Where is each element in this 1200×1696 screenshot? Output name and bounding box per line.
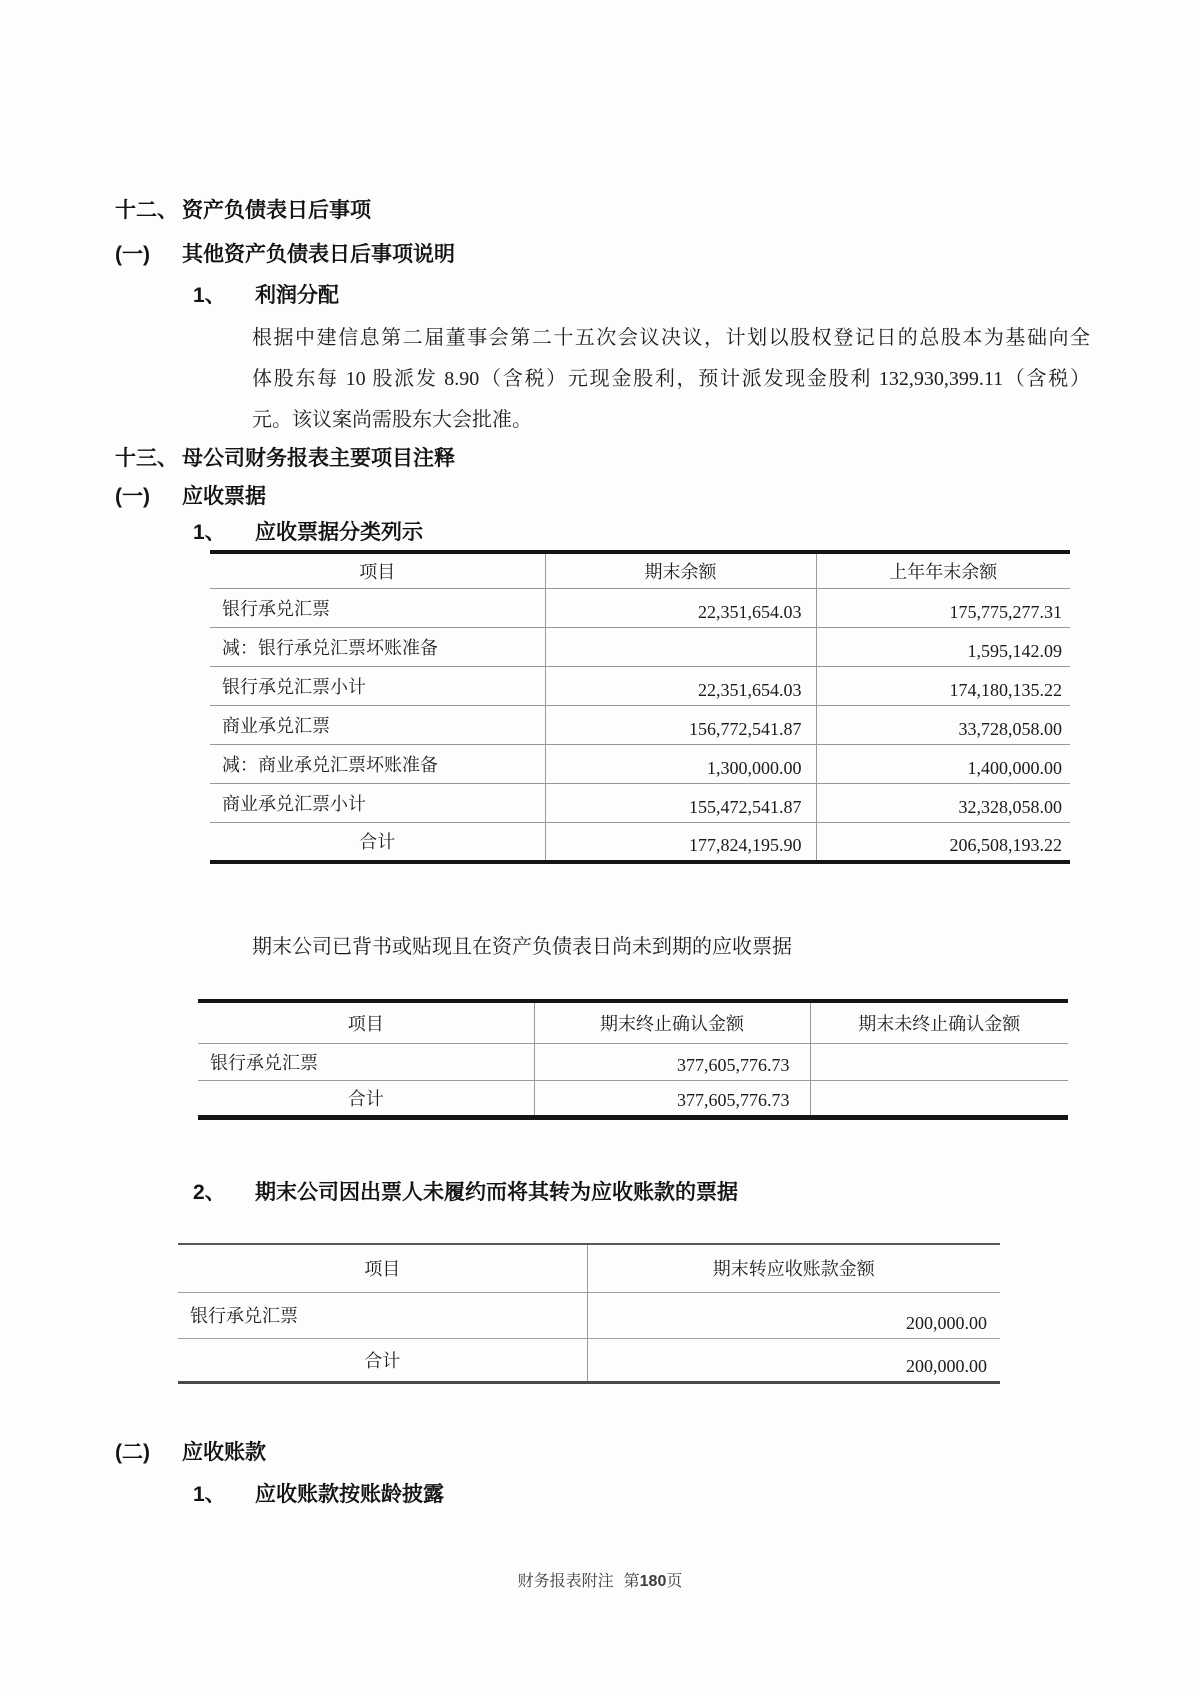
section-number: 1、 (193, 284, 226, 307)
cell-prior-balance: 175,775,277.31 (816, 588, 1070, 627)
page-number-prefix: 第 (623, 1573, 640, 1590)
cell-ending-balance: 1,300,000.00 (545, 744, 816, 783)
notes-classification-table (210, 550, 1070, 864)
section-number: 十三、 (115, 447, 178, 470)
page-number-suffix: 页 (666, 1573, 683, 1590)
table-row (210, 705, 1070, 744)
heading-accounts-receivable (115, 1438, 266, 1468)
section-title: 其他资产负债表日后事项说明 (182, 243, 455, 266)
heading-section-13 (115, 444, 455, 474)
cell-prior-balance: 33,728,058.00 (816, 705, 1070, 744)
cell-ending-balance: 156,772,541.87 (545, 705, 816, 744)
transferred-notes-table (178, 1243, 1000, 1384)
paragraph-line: 体股东每 10 股派发 8.90（含税）元现金股利，预计派发现金股利 132,930,399.11（含税） (252, 368, 1090, 390)
heading-section-12-1 (115, 240, 455, 270)
heading-section-12 (115, 196, 371, 226)
table-row (210, 588, 1070, 627)
cell-item: 减：商业承兑汇票坏账准备 (210, 744, 545, 783)
cell-ending-balance: 22,351,654.03 (545, 666, 816, 705)
table-total-row (198, 1080, 1068, 1117)
section-number: (一) (115, 243, 150, 266)
heading-profit-distribution (193, 281, 339, 311)
column-header: 项目 (178, 1244, 587, 1292)
cell-not-derecognized-amount (810, 1080, 1068, 1117)
table-row (210, 744, 1070, 783)
section-title: 母公司财务报表主要项目注释 (182, 447, 455, 470)
page-footer (0, 1570, 1200, 1594)
section-title: 应收票据分类列示 (255, 521, 423, 544)
section-title: 资产负债表日后事项 (182, 199, 371, 222)
cell-item: 商业承兑汇票 (210, 705, 545, 744)
endorsed-notes-caption: 期末公司已背书或贴现且在资产负债表日尚未到期的应收票据 (252, 936, 792, 958)
section-number: 2、 (193, 1181, 226, 1204)
section-number: 十二、 (115, 199, 178, 222)
cell-item: 银行承兑汇票 (178, 1292, 587, 1338)
heading-ar-aging (193, 1480, 444, 1510)
table-row (210, 783, 1070, 822)
heading-notes-classification (193, 518, 423, 548)
column-header: 项目 (210, 552, 545, 588)
page-number: 180 (639, 1573, 667, 1590)
cell-prior-balance: 1,595,142.09 (816, 627, 1070, 666)
endorsed-notes-table (198, 999, 1068, 1120)
cell-item: 银行承兑汇票小计 (210, 666, 545, 705)
cell-derecognized-amount: 377,605,776.73 (534, 1043, 810, 1080)
column-header: 上年年末余额 (816, 552, 1070, 588)
cell-prior-balance: 174,180,135.22 (816, 666, 1070, 705)
table-header-row (210, 552, 1070, 588)
table-row (210, 666, 1070, 705)
table-header-row (198, 1001, 1068, 1043)
cell-derecognized-amount: 377,605,776.73 (534, 1080, 810, 1117)
column-header: 项目 (198, 1001, 534, 1043)
cell-ending-balance: 155,472,541.87 (545, 783, 816, 822)
heading-notes-receivable (115, 482, 266, 512)
heading-transferred-notes (193, 1178, 738, 1208)
paragraph-line: 元。该议案尚需股东大会批准。 (252, 409, 532, 431)
cell-item: 商业承兑汇票小计 (210, 783, 545, 822)
cell-item: 减：银行承兑汇票坏账准备 (210, 627, 545, 666)
table-total-row (178, 1338, 1000, 1382)
section-title: 利润分配 (255, 284, 339, 307)
cell-total-label: 合计 (198, 1080, 534, 1117)
table-header-row (178, 1244, 1000, 1292)
cell-ending-balance: 177,824,195.90 (545, 822, 816, 862)
cell-ending-balance (545, 627, 816, 666)
section-number: (二) (115, 1441, 150, 1464)
cell-ending-balance: 22,351,654.03 (545, 588, 816, 627)
profit-distribution-paragraph (252, 318, 1090, 441)
cell-transferred-amount: 200,000.00 (587, 1292, 1000, 1338)
section-number: 1、 (193, 521, 226, 544)
paragraph-line: 根据中建信息第二届董事会第二十五次会议决议，计划以股权登记日的总股本为基础向全 (252, 327, 1090, 349)
section-title: 期末公司因出票人未履约而将其转为应收账款的票据 (255, 1181, 738, 1204)
section-title: 应收票据 (182, 485, 266, 508)
column-header: 期末余额 (545, 552, 816, 588)
cell-total-label: 合计 (178, 1338, 587, 1382)
cell-not-derecognized-amount (810, 1043, 1068, 1080)
footer-label: 财务报表附注 (517, 1573, 614, 1590)
cell-item: 银行承兑汇票 (198, 1043, 534, 1080)
column-header: 期末终止确认金额 (534, 1001, 810, 1043)
cell-prior-balance: 32,328,058.00 (816, 783, 1070, 822)
cell-prior-balance: 1,400,000.00 (816, 744, 1070, 783)
table-row (198, 1043, 1068, 1080)
cell-transferred-amount: 200,000.00 (587, 1338, 1000, 1382)
table-row (178, 1292, 1000, 1338)
section-title: 应收账款按账龄披露 (255, 1483, 444, 1506)
section-number: 1、 (193, 1483, 226, 1506)
cell-total-label: 合计 (210, 822, 545, 862)
cell-prior-balance: 206,508,193.22 (816, 822, 1070, 862)
column-header: 期末转应收账款金额 (587, 1244, 1000, 1292)
section-number: (一) (115, 485, 150, 508)
table-total-row (210, 822, 1070, 862)
column-header: 期末未终止确认金额 (810, 1001, 1068, 1043)
cell-item: 银行承兑汇票 (210, 588, 545, 627)
section-title: 应收账款 (182, 1441, 266, 1464)
table-row (210, 627, 1070, 666)
